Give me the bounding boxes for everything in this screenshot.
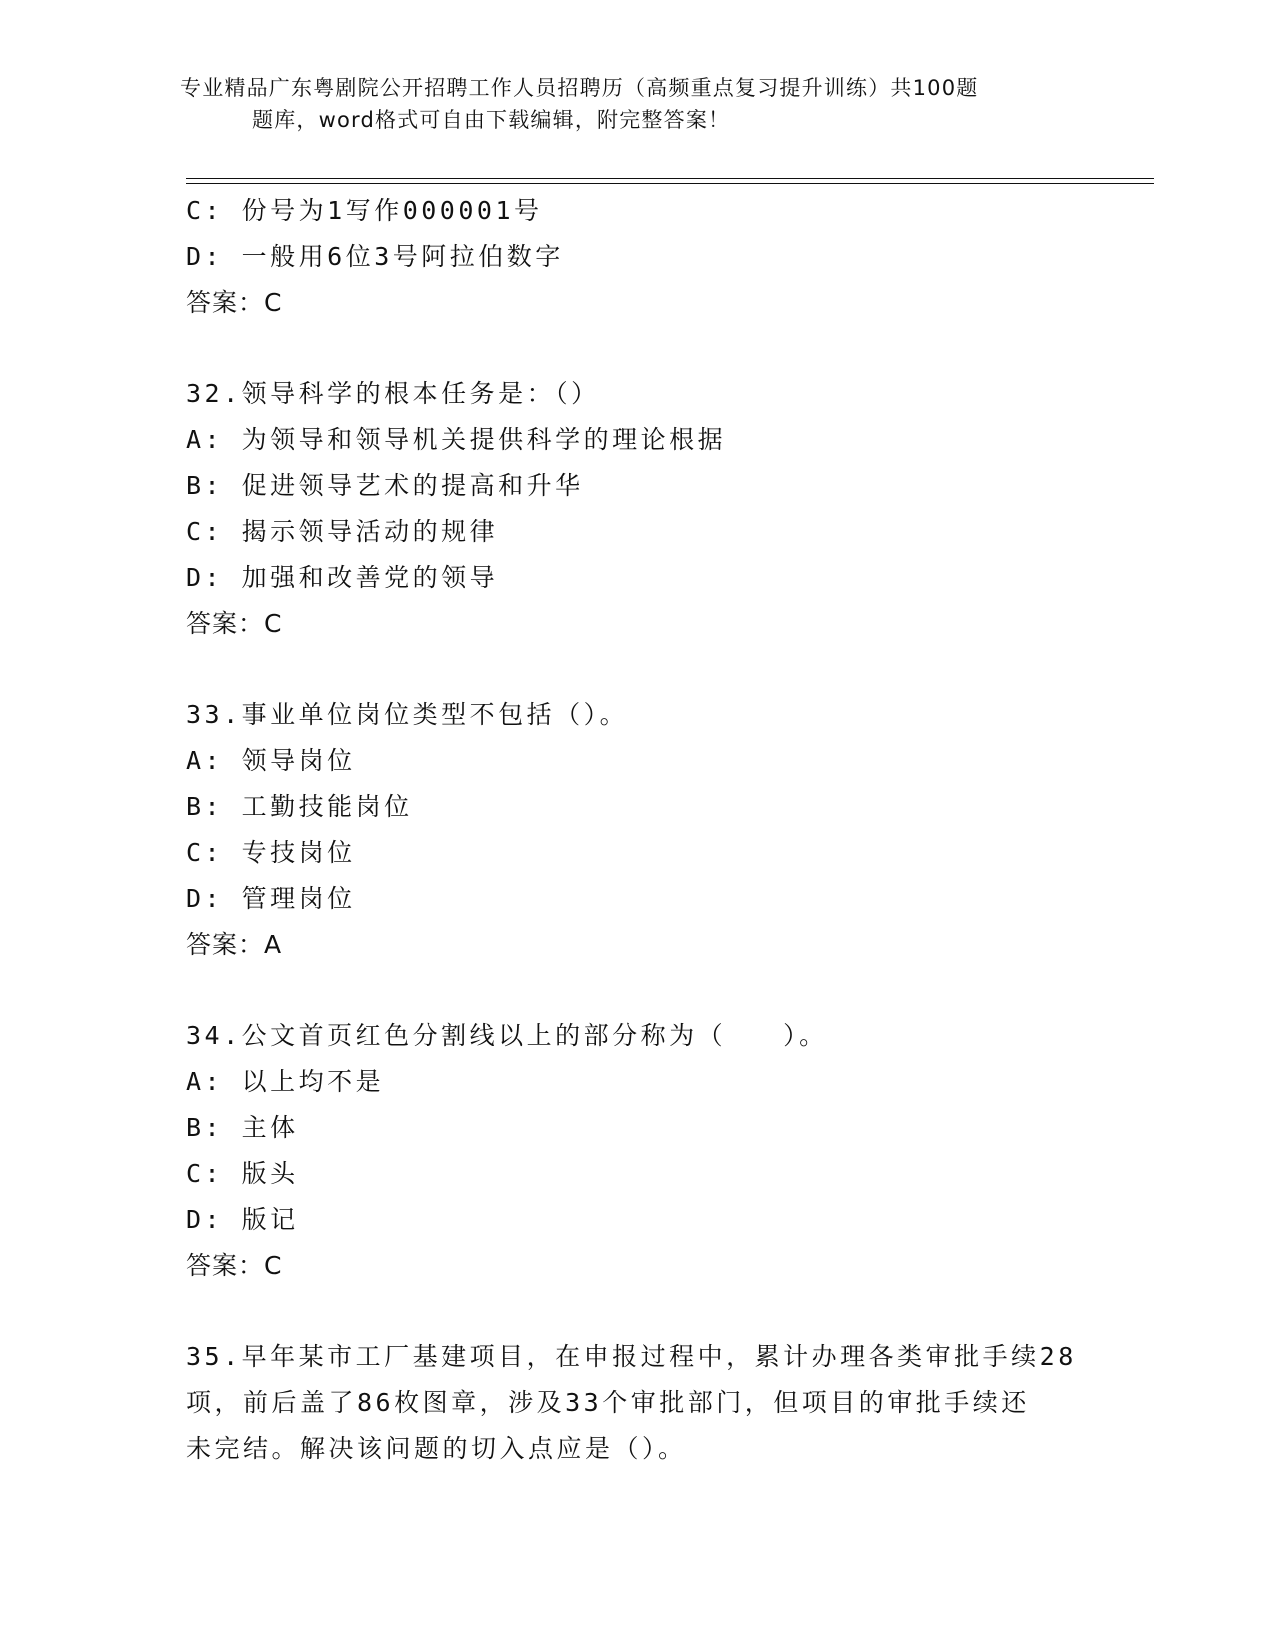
question-stem: 32.领导科学的根本任务是：（） (186, 379, 600, 408)
option-a: A: 以上均不是 (186, 1067, 385, 1096)
option-b: B: 促进领导艺术的提高和升华 (186, 471, 584, 500)
option-c: C: 版头 (186, 1159, 299, 1188)
header-title-line-1: 专业精品广东粤剧院公开招聘工作人员招聘历（高频重点复习提升训练）共100题 (180, 76, 979, 100)
option-c: C: 揭示领导活动的规律 (186, 517, 499, 546)
spacer (186, 968, 1146, 1013)
document-body (186, 188, 1146, 1472)
option-d: D: 加强和改善党的领导 (186, 563, 499, 592)
question-stem-line-2: 项，前后盖了86枚图章，涉及33个审批部门，但项目的审批手续还 (186, 1388, 1030, 1417)
answer-line: 答案：A (186, 930, 283, 959)
option-b: B: 工勤技能岗位 (186, 792, 413, 821)
option-d: D: 一般用6位3号阿拉伯数字 (186, 242, 564, 271)
question-31-continuation (186, 188, 1146, 326)
answer-line: 答案：C (186, 609, 283, 638)
question-32 (186, 371, 1146, 647)
option-c: C: 份号为1写作000001号 (186, 196, 543, 225)
option-c: C: 专技岗位 (186, 838, 356, 867)
option-d: D: 管理岗位 (186, 884, 356, 913)
document-header (180, 72, 1080, 136)
option-a: A: 为领导和领导机关提供科学的理论根据 (186, 425, 727, 454)
question-35 (186, 1334, 1146, 1472)
header-rule-top (186, 178, 1154, 179)
header-rule-bottom (186, 183, 1154, 184)
question-stem: 33.事业单位岗位类型不包括（）。 (186, 700, 629, 729)
question-stem-line-1: 35.早年某市工厂基建项目，在申报过程中，累计办理各类审批手续28 (186, 1342, 1077, 1371)
question-34 (186, 1013, 1146, 1289)
option-a: A: 领导岗位 (186, 746, 356, 775)
option-b: B: 主体 (186, 1113, 299, 1142)
spacer (186, 647, 1146, 692)
question-33 (186, 692, 1146, 968)
spacer (186, 1289, 1146, 1334)
question-stem: 34.公文首页红色分割线以上的部分称为（ ）。 (186, 1021, 828, 1050)
question-stem-line-3: 未完结。解决该问题的切入点应是（）。 (186, 1434, 687, 1463)
answer-line: 答案：C (186, 288, 283, 317)
answer-line: 答案：C (186, 1251, 283, 1280)
header-title-line-2: 题库，word格式可自由下载编辑，附完整答案！ (252, 108, 731, 132)
option-d: D: 版记 (186, 1205, 299, 1234)
spacer (186, 326, 1146, 371)
